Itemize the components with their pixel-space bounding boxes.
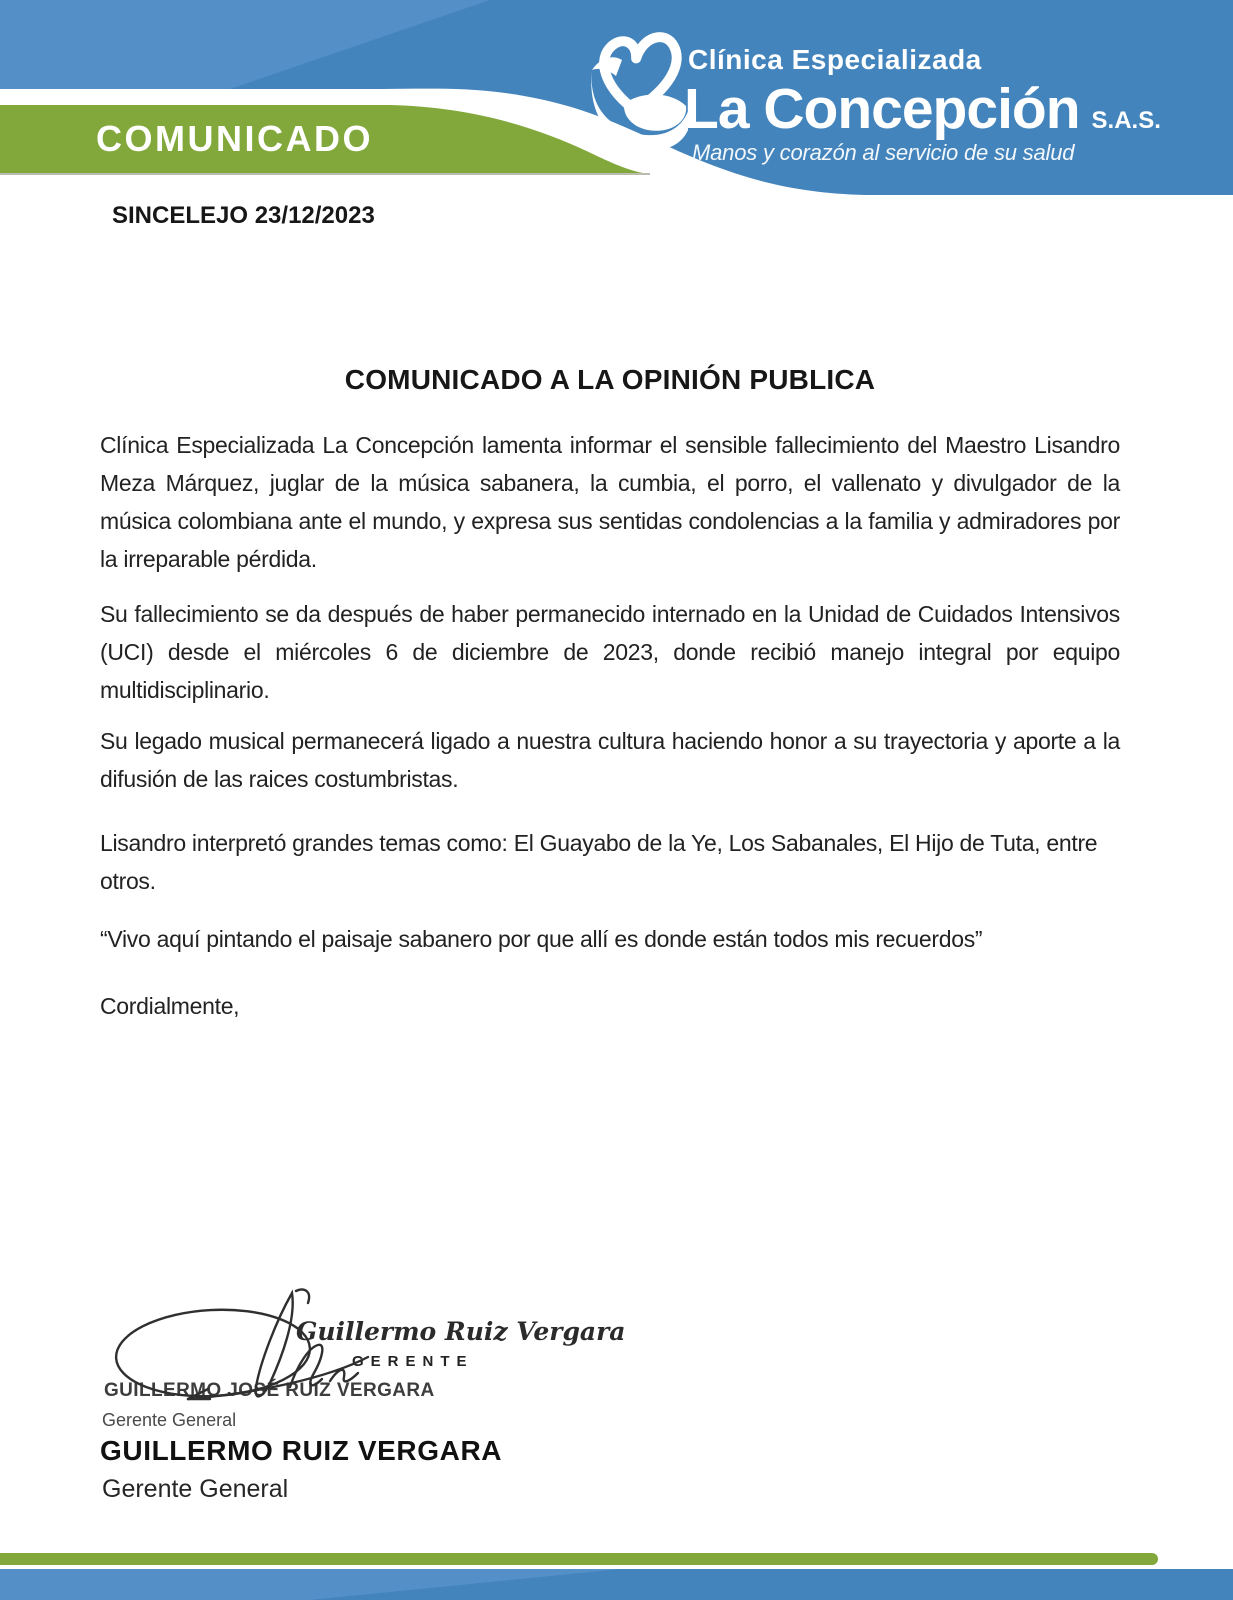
footer-green-bar (0, 1553, 1158, 1565)
paragraph-songs: Lisandro interpretó grandes temas como: El Guayabo de la Ye, Los Sabanales, El Hijo de Tuta, entre otros. (100, 830, 1098, 894)
logo-clinic-type: Clínica Especializada (688, 44, 982, 75)
signature-script-name: Guillermo Ruiz Vergara (296, 1317, 626, 1346)
signatory-name: GUILLERMO RUIZ VERGARA (100, 1435, 503, 1466)
logo-tagline: Manos y corazón al servicio de su salud (692, 140, 1075, 165)
logo-brand-name: La Concepción (684, 77, 1080, 141)
dateline: SINCELEJO 23/12/2023 (112, 202, 375, 229)
footer-blue-highlight (0, 1569, 620, 1600)
logo-suffix: S.A.S. (1091, 107, 1161, 134)
signature-stamp-role: Gerente General (102, 1410, 237, 1430)
signatory-role: Gerente General (102, 1475, 289, 1503)
closing-salutation: Cordialmente, (100, 993, 240, 1019)
signature-block (100, 1295, 626, 1510)
signature-stamp-name: GUILLERMO JOSÉ RUIZ VERGARA (104, 1380, 435, 1401)
heart-in-hand-icon (578, 12, 688, 172)
banner-title: COMUNICADO (96, 118, 373, 159)
paragraph-obituary: Clínica Especializada La Concepción lamenta informar el sensible fallecimiento del Maestro Lisandro Meza Márquez, juglar de la música sabanera, la cumbia, el porro, el vallenato y divulgador de la música colombiana ante el mundo, y expresa sus sentidas condolencias a la familia y admiradores por la irreparable pérdida. (100, 432, 1120, 572)
logo-brand-row (684, 76, 1161, 142)
footer-blue-bar (0, 1569, 1233, 1600)
paragraph-uci: Su fallecimiento se da después de haber permanecido internado en la Unidad de Cuidados Intensivos (UCI) desde el miércoles 6 de diciembre de 2023, donde recibió manejo integral por equipo multidisciplinario. (100, 601, 1120, 703)
signature-script-role: GERENTE (352, 1353, 474, 1370)
paragraph-quote: “Vivo aquí pintando el paisaje sabanero por que allí es donde están todos mis recuerdos” (100, 926, 983, 952)
paragraph-legacy: Su legado musical permanecerá ligado a nuestra cultura haciendo honor a su trayectoria y aporte a la difusión de las raices costumbristas. (100, 728, 1120, 792)
document-title: COMUNICADO A LA OPINIÓN PUBLICA (344, 364, 876, 395)
